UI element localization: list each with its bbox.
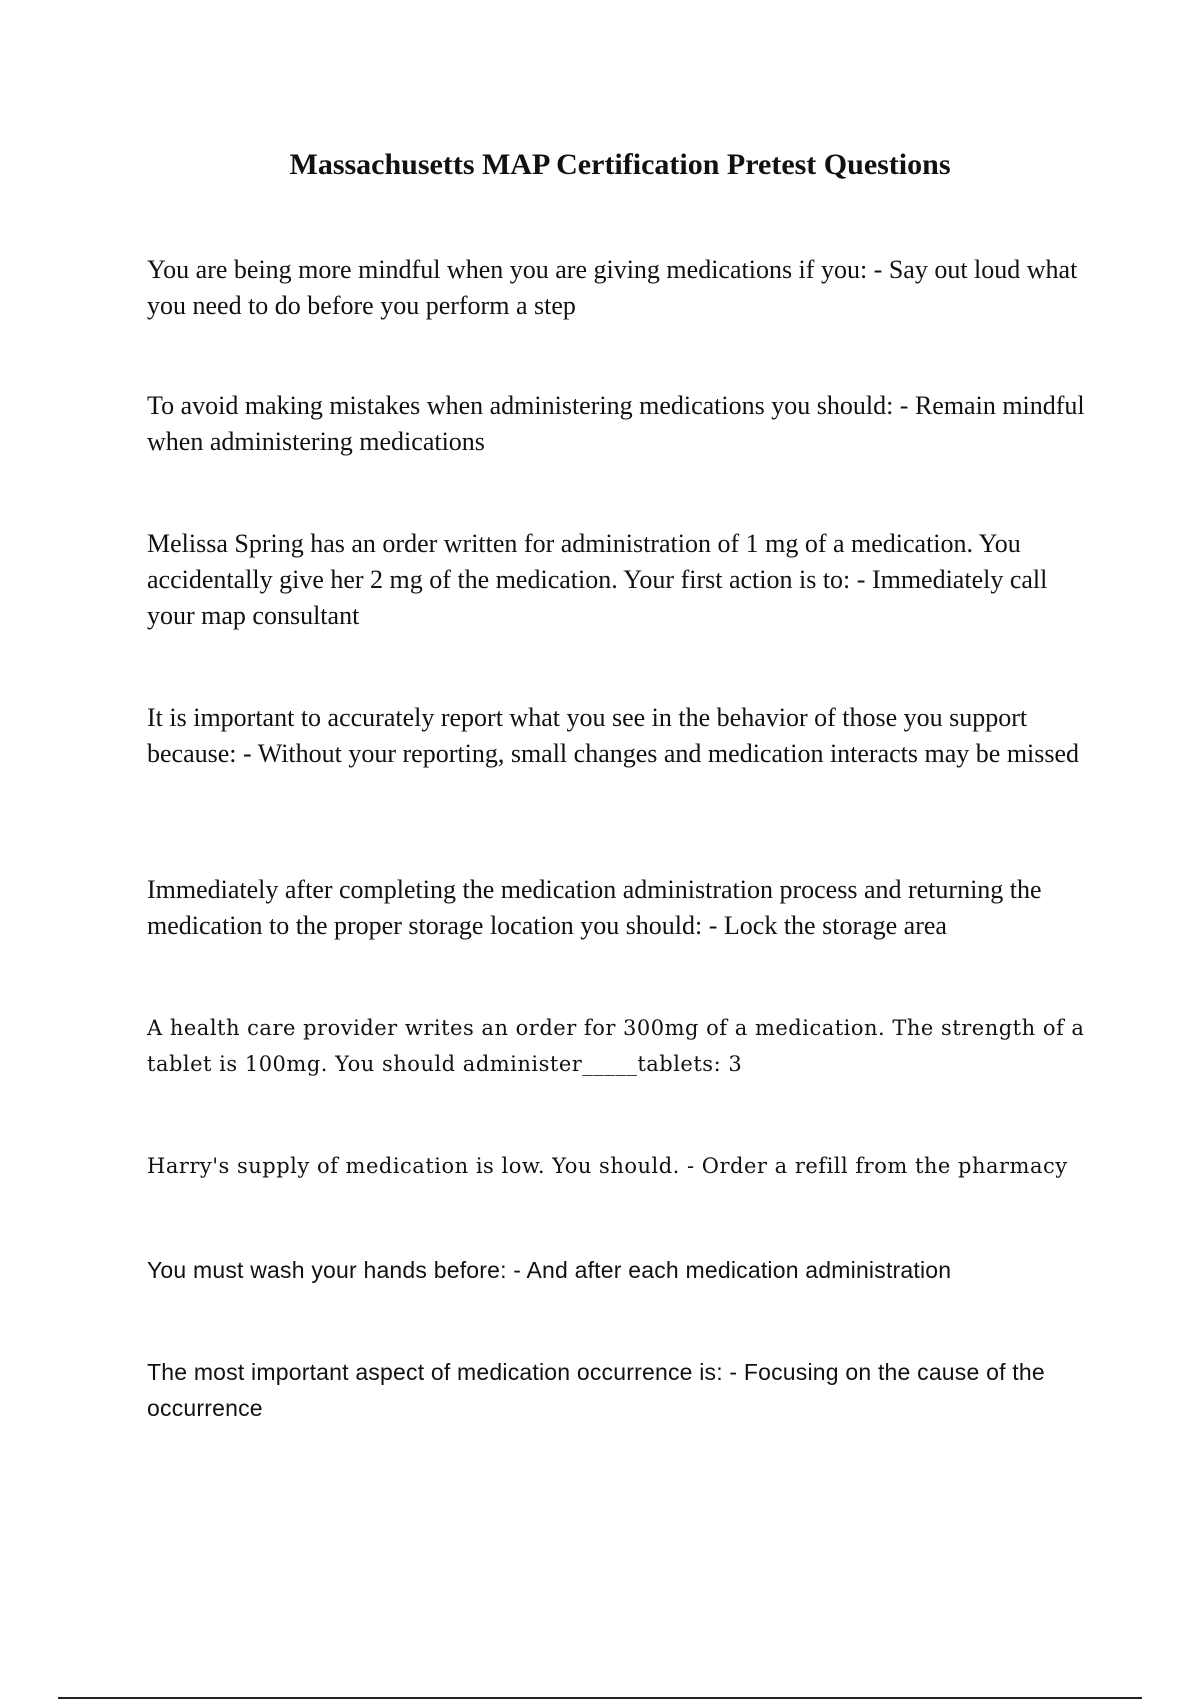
- document-title: Massachusetts MAP Certification Pretest Questions: [289, 148, 951, 181]
- question-item-6: A health care provider writes an order for 300mg of a medication. The strength of a tablet is 100mg. You should administer_____tablets: 3: [147, 1016, 1085, 1076]
- question-item-5: Immediately after completing the medication administration process and returning the medication to the proper storage location you should: - Lock the storage area: [147, 875, 1042, 940]
- question-item-8: You must wash your hands before: - And after each medication administration: [147, 1257, 952, 1283]
- question-item-1: You are being more mindful when you are giving medications if you: - Say out loud what you need to do before you perform a step: [147, 255, 1078, 320]
- question-item-3: Melissa Spring has an order written for administration of 1 mg of a medication. You accidentally give her 2 mg of the medication. Your first action is to: - Immediately call your map consultant: [147, 529, 1048, 630]
- question-item-9: The most important aspect of medication occurrence is: - Focusing on the cause of the occurrence: [147, 1359, 1045, 1421]
- footer-divider: [58, 1697, 1142, 1699]
- question-item-4: It is important to accurately report what you see in the behavior of those you support because: - Without your reporting, small changes and medication interacts may be missed: [147, 703, 1080, 768]
- question-item-2: To avoid making mistakes when administering medications you should: - Remain mindful when administering medications: [147, 391, 1085, 456]
- question-item-7: Harry's supply of medication is low. You should. - Order a refill from the pharmacy: [147, 1154, 1068, 1178]
